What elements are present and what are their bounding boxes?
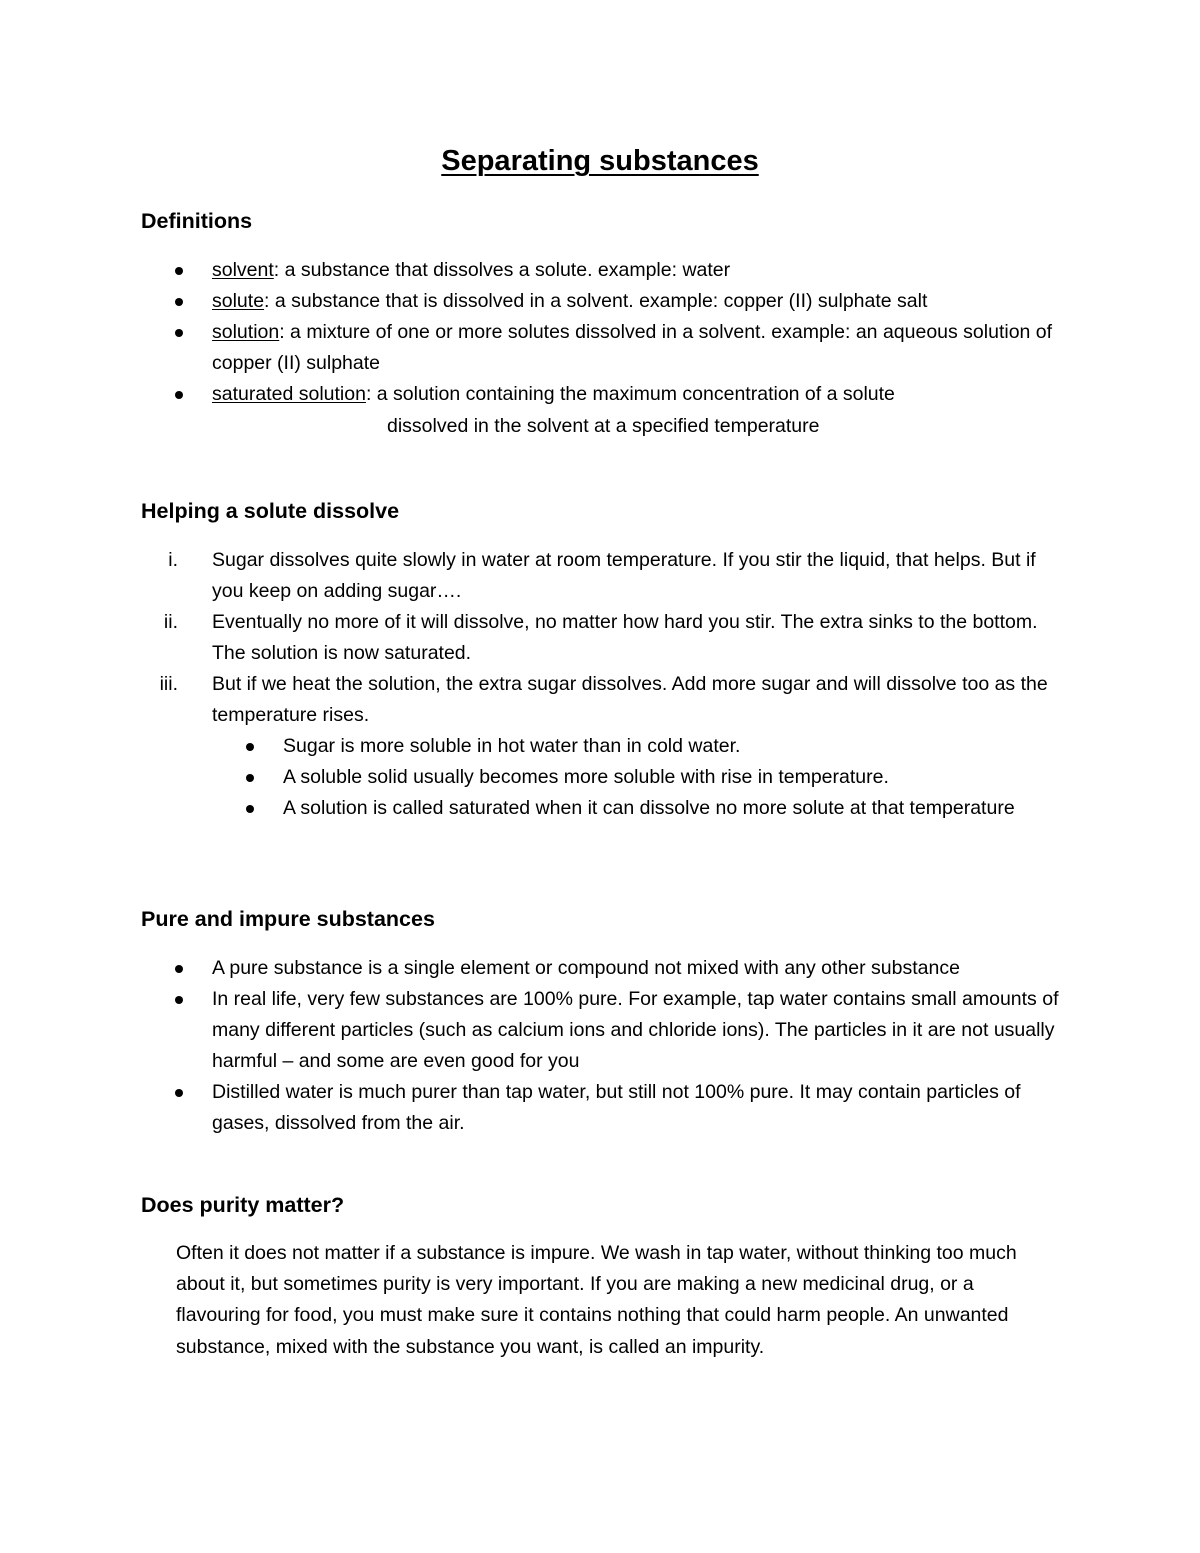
sub-bullet-text: A solution is called saturated when it can dissolve no more solute at that temperature <box>283 797 1015 819</box>
roman-numeral: ii. <box>163 611 178 633</box>
numbered-item <box>0 607 1072 669</box>
sub-bullet-text: A soluble solid usually becomes more soluble with rise in temperature. <box>283 766 889 788</box>
sub-bullet-item <box>0 762 1043 793</box>
bullet-icon <box>175 329 183 337</box>
bullet-icon <box>175 1089 183 1097</box>
sub-bullet-item <box>0 793 1043 824</box>
definition-term: solvent <box>212 259 274 281</box>
pure-heading: Pure and impure substances <box>141 907 435 931</box>
bullet-icon <box>175 391 183 399</box>
definition-term: saturated solution <box>212 383 366 405</box>
bullet-icon <box>246 774 254 782</box>
bullet-icon <box>175 298 183 306</box>
pure-item <box>0 984 1072 1077</box>
definitions-list <box>0 255 1072 410</box>
pure-item <box>0 1077 1072 1139</box>
roman-numeral: i. <box>168 549 178 571</box>
sub-bullet-text: Sugar is more soluble in hot water than in cold water. <box>283 735 741 757</box>
sub-bullet-item <box>0 731 1043 762</box>
definition-item <box>0 255 1072 286</box>
bullet-icon <box>246 743 254 751</box>
definitions-heading: Definitions <box>141 209 253 233</box>
numbered-item <box>0 669 1072 731</box>
definition-text: : a substance that is dissolved in a solvent. example: copper (II) sulphate salt <box>264 290 928 312</box>
pure-item-text: A pure substance is a single element or compound not mixed with any other substance <box>212 957 960 979</box>
numbered-item-text: Eventually no more of it will dissolve, no matter how hard you stir. The extra sinks to the bottom. The solution is now saturated. <box>212 611 1038 664</box>
purity-paragraph: Often it does not matter if a substance is impure. We wash in tap water, without thinking too much about it, but sometimes purity is very important. If you are making a new medicinal drug, or a flavouring for food, you must make sure it contains nothing that could harm people. An unwanted substance, mixed with the substance you want, is called an impurity. <box>176 1242 1017 1358</box>
numbered-item-text: But if we heat the solution, the extra sugar dissolves. Add more sugar and will dissolve too as the temperature rises. <box>212 673 1048 726</box>
pure-item-text: Distilled water is much purer than tap water, but still not 100% pure. It may contain particles of gases, dissolved from the air. <box>212 1081 1021 1134</box>
purity-heading: Does purity matter? <box>141 1193 345 1217</box>
roman-numeral: iii. <box>159 673 178 695</box>
pure-list <box>0 953 1072 1139</box>
numbered-item <box>0 545 1072 607</box>
definition-item <box>0 379 1072 410</box>
pure-item <box>0 953 1072 984</box>
definition-term: solution <box>212 321 280 343</box>
definition-text: : a substance that dissolves a solute. example: water <box>273 259 731 281</box>
bullet-icon <box>175 965 183 973</box>
bullet-icon <box>175 267 183 275</box>
pure-item-text: In real life, very few substances are 100% pure. For example, tap water contains small amounts of many different particles (such as calcium ions and chloride ions). The particles in it are not usually harmful – and some are even good for you <box>212 988 1059 1072</box>
definition-text: : a mixture of one or more solutes dissolved in a solvent. example: an aqueous solution of copper (II) sulphate <box>212 321 1053 374</box>
definition-term: solute <box>212 290 265 312</box>
numbered-item-text: Sugar dissolves quite slowly in water at room temperature. If you stir the liquid, that helps. But if you keep on adding sugar…. <box>212 549 1036 602</box>
definition-item <box>0 317 1072 379</box>
bullet-icon <box>246 805 254 813</box>
definition-item <box>0 286 1072 317</box>
page-title: Separating substances <box>441 145 759 177</box>
bullet-icon <box>175 996 183 1004</box>
helping-heading: Helping a solute dissolve <box>141 499 400 523</box>
definition-continuation: dissolved in the solvent at a specified temperature <box>387 415 820 437</box>
helping-list <box>0 545 1072 824</box>
definition-text: : a solution containing the maximum concentration of a solute <box>365 383 895 405</box>
